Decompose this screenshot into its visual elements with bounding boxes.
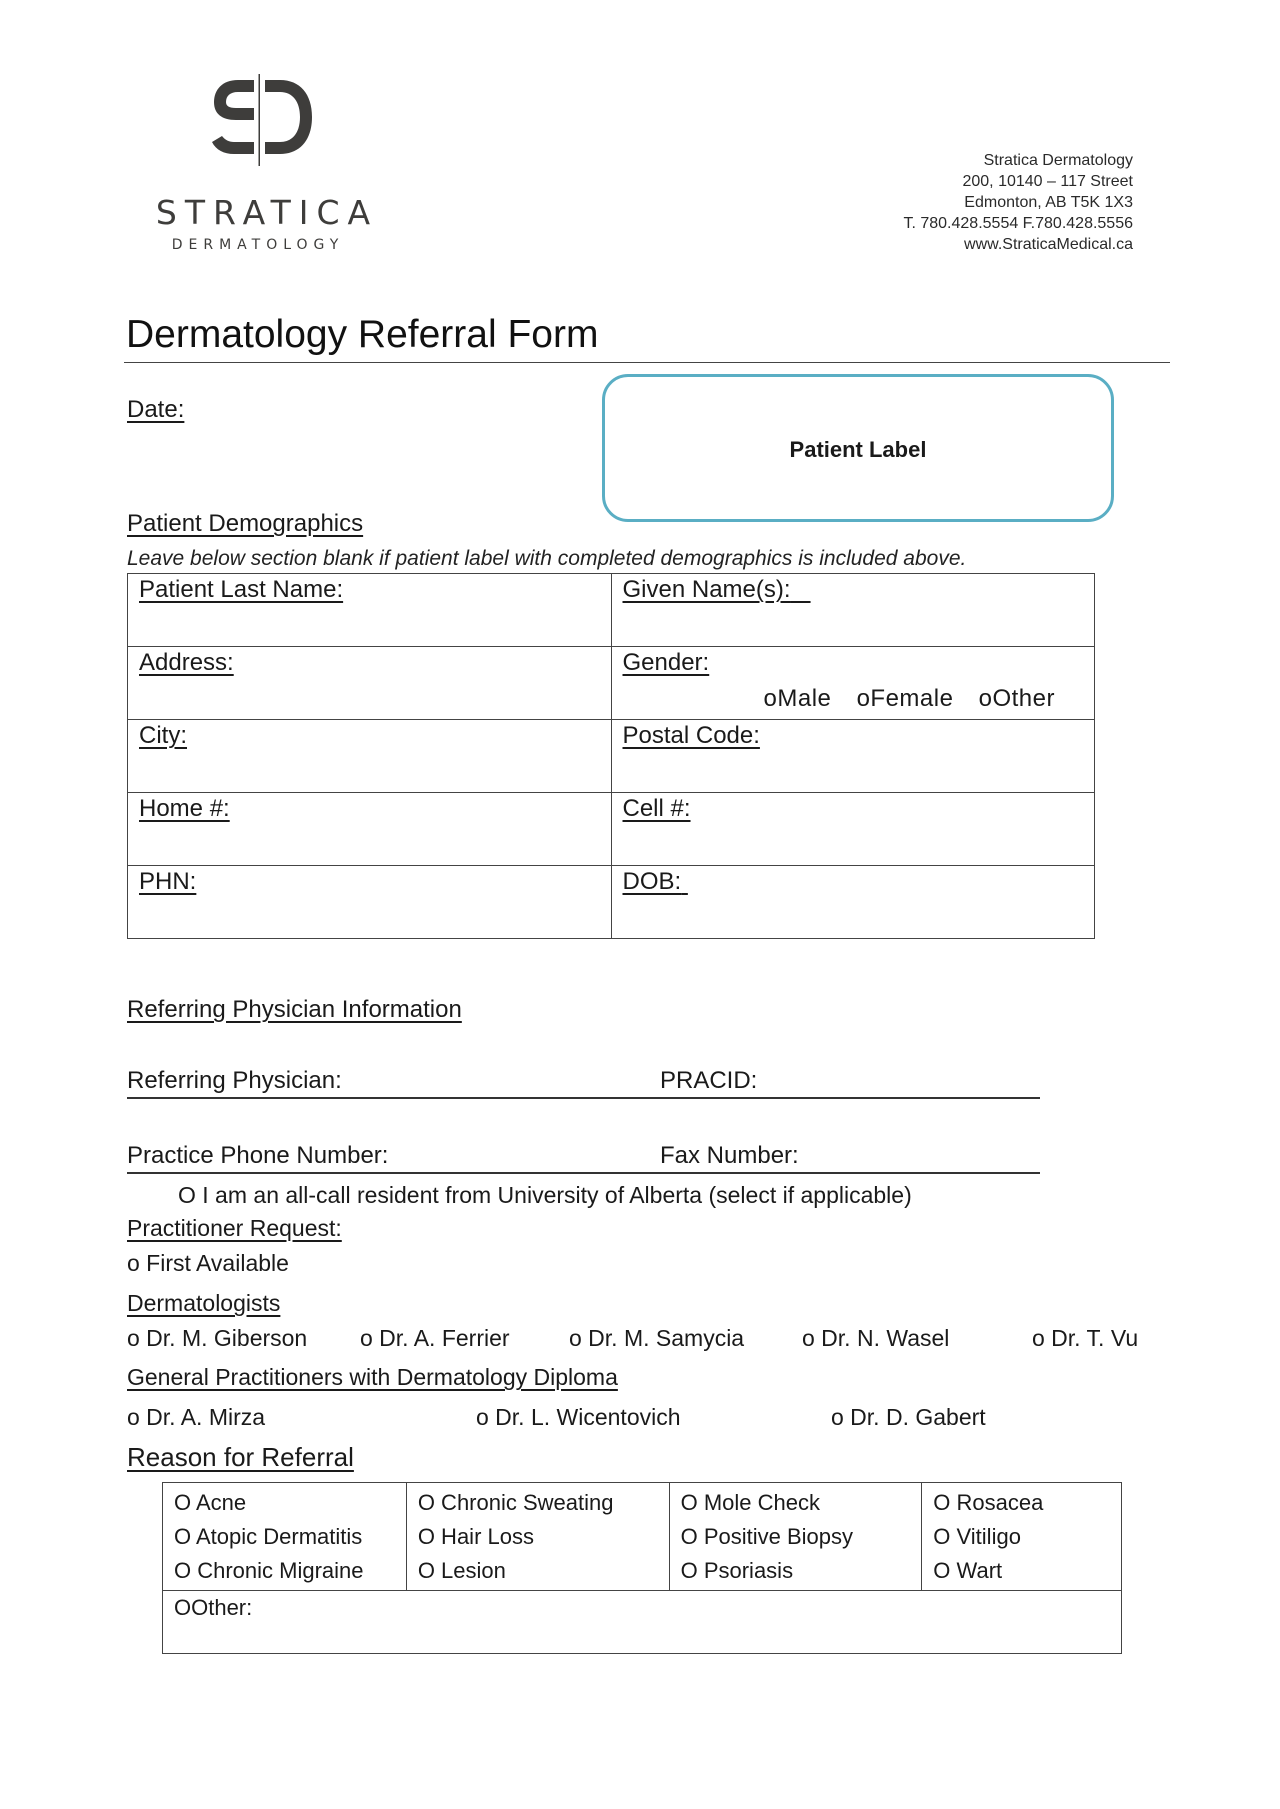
reason-option[interactable]: O Wart [933, 1558, 1003, 1583]
other-reason-field[interactable] [163, 1591, 1122, 1654]
last-name-label: Patient Last Name: [139, 576, 344, 603]
table-row [128, 720, 1095, 793]
clinic-name: Stratica Dermatology [983, 152, 1133, 169]
gender-female-radio[interactable]: oFemale [856, 685, 954, 712]
postal-code-field[interactable] [611, 720, 1095, 793]
dermatologist-option[interactable]: o Dr. N. Wasel [802, 1325, 950, 1351]
gp-heading: General Practitioners with Dermatology Diploma [127, 1364, 618, 1390]
reason-option[interactable]: O Lesion [417, 1558, 506, 1583]
clinic-city: Edmonton, AB T5K 1X3 [964, 194, 1133, 211]
reason-option[interactable]: O Vitiligo [933, 1524, 1021, 1549]
logo-subtitle: DERMATOLOGY [171, 237, 345, 253]
first-available-option[interactable]: o First Available [127, 1250, 289, 1276]
table-row [128, 574, 1095, 647]
gender-field [611, 647, 1095, 720]
demographics-note: Leave below section blank if patient label with completed demographics is included above. [127, 547, 967, 570]
table-row [163, 1591, 1122, 1654]
cell-phone-field[interactable] [611, 793, 1095, 866]
page-title: Dermatology Referral Form [126, 313, 599, 356]
last-name-field[interactable] [128, 574, 612, 647]
patient-label-text: Patient Label [789, 437, 927, 462]
table-row [128, 866, 1095, 939]
reason-option[interactable]: O Psoriasis [680, 1558, 794, 1583]
cell-phone-label: Cell #: [622, 795, 691, 822]
reason-option[interactable]: O Positive Biopsy [680, 1524, 853, 1549]
dermatologist-option[interactable]: o Dr. M. Samycia [569, 1325, 745, 1351]
section-heading-practitioner-request: Practitioner Request: [127, 1215, 342, 1241]
practice-phone-field[interactable]: Practice Phone Number: [127, 1142, 389, 1169]
clinic-street: 200, 10140 – 117 Street [962, 173, 1133, 190]
reason-option[interactable]: O Acne [174, 1490, 247, 1515]
gp-option[interactable]: o Dr. L. Wicentovich [476, 1404, 681, 1430]
resident-checkbox[interactable]: O I am an all-call resident from University of Alberta (select if applicable) [178, 1182, 912, 1208]
reason-option[interactable]: O Rosacea [933, 1490, 1044, 1515]
given-names-label: Given Name(s): [622, 576, 791, 603]
gender-other-radio[interactable]: oOther [978, 685, 1055, 712]
reason-table [162, 1482, 1122, 1654]
reason-column [669, 1483, 922, 1591]
title-divider [124, 362, 1170, 363]
gender-male-radio[interactable]: oMale [763, 685, 832, 712]
city-field[interactable] [128, 720, 612, 793]
logo-mark-icon [208, 74, 318, 166]
dermatologist-option[interactable]: o Dr. A. Ferrier [360, 1325, 510, 1351]
clinic-phone-fax: T. 780.428.5554 F.780.428.5556 [903, 215, 1133, 232]
address-label: Address: [139, 649, 234, 676]
given-names-blank [791, 576, 811, 603]
clinic-website: www.StraticaMedical.ca [964, 236, 1133, 253]
given-names-field[interactable] [611, 574, 1095, 647]
table-row [128, 647, 1095, 720]
dermatologists-heading: Dermatologists [127, 1290, 281, 1316]
section-heading-physician: Referring Physician Information [127, 996, 462, 1023]
dob-field[interactable] [611, 866, 1095, 939]
phn-label: PHN: [139, 868, 197, 895]
fax-number-field[interactable]: Fax Number: [660, 1142, 799, 1169]
physician-row-1 [127, 1067, 1040, 1099]
table-row [128, 793, 1095, 866]
reason-column [163, 1483, 407, 1591]
dermatologist-option[interactable]: o Dr. T. Vu [1032, 1325, 1139, 1351]
demographics-table [127, 573, 1095, 939]
reason-option[interactable]: O Mole Check [680, 1490, 820, 1515]
reason-option[interactable]: O Atopic Dermatitis [174, 1524, 363, 1549]
home-phone-field[interactable] [128, 793, 612, 866]
physician-row-2 [127, 1142, 1040, 1174]
referring-physician-field[interactable]: Referring Physician: [127, 1067, 342, 1094]
dermatologist-option[interactable]: o Dr. M. Giberson [127, 1325, 308, 1351]
reason-option[interactable]: O Chronic Migraine [174, 1558, 364, 1583]
section-heading-demographics: Patient Demographics [127, 510, 364, 537]
logo-wordmark: STRATICA [155, 193, 379, 232]
postal-code-label: Postal Code: [622, 722, 760, 749]
gender-options [623, 685, 1084, 713]
date-field[interactable]: Date: [127, 396, 185, 423]
home-phone-label: Home #: [139, 795, 230, 822]
city-label: City: [139, 722, 187, 749]
reason-option[interactable]: O Chronic Sweating [417, 1490, 614, 1515]
gp-option[interactable]: o Dr. A. Mirza [127, 1404, 266, 1430]
phn-field[interactable] [128, 866, 612, 939]
dob-label: DOB: [622, 868, 682, 895]
section-heading-reason: Reason for Referral [127, 1442, 354, 1472]
address-field[interactable] [128, 647, 612, 720]
reason-column [922, 1483, 1122, 1591]
pracid-field[interactable]: PRACID: [660, 1067, 758, 1094]
reason-column [406, 1483, 669, 1591]
reason-option[interactable]: O Hair Loss [417, 1524, 534, 1549]
other-reason-label: OOther: [174, 1595, 253, 1620]
clinic-address [903, 150, 1133, 255]
dob-blank [681, 868, 688, 895]
gender-label: Gender: [622, 649, 710, 676]
table-row [163, 1483, 1122, 1591]
gp-option[interactable]: o Dr. D. Gabert [831, 1404, 986, 1430]
